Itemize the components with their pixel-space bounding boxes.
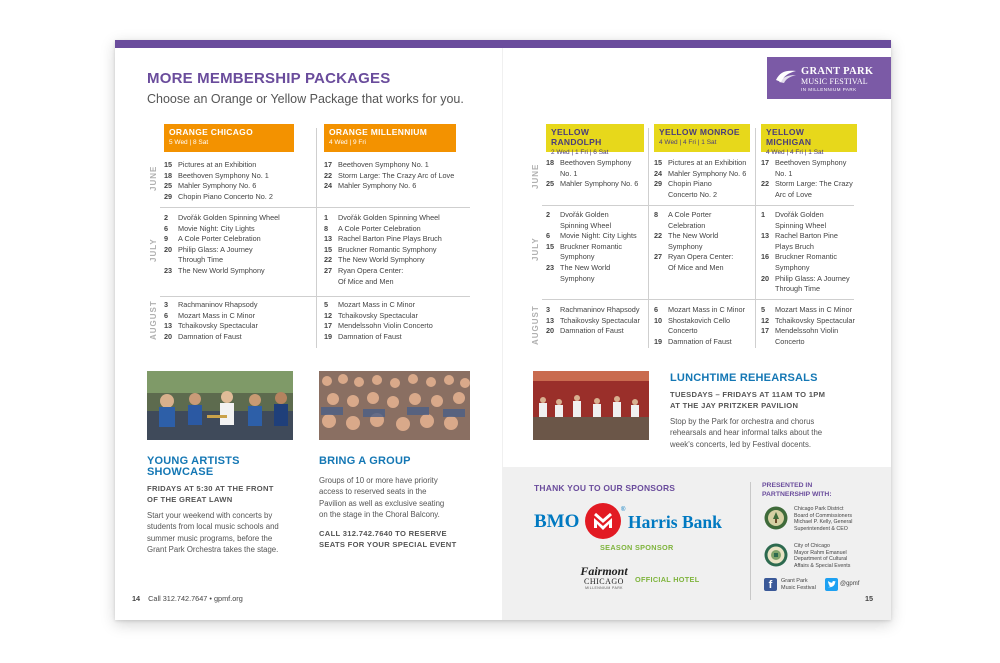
column-divider bbox=[755, 128, 756, 348]
crowd-photo-illustration bbox=[319, 371, 470, 440]
event-date: 27 bbox=[654, 252, 663, 262]
event-row bbox=[164, 311, 258, 322]
package-days: 4 Wed | 9 Fri bbox=[329, 139, 366, 146]
event-row bbox=[546, 316, 640, 327]
event-row bbox=[761, 326, 855, 347]
month-label-july: JULY bbox=[149, 238, 158, 262]
body-line: week's concerts, led by Festival docents. bbox=[670, 439, 812, 449]
event-title: Rachmaninov Rhapsody bbox=[178, 300, 258, 309]
event-row bbox=[324, 321, 433, 332]
title-line: YOUNG ARTISTS bbox=[147, 455, 240, 467]
event-title: The New World Symphony bbox=[338, 255, 425, 265]
event-date: 6 bbox=[546, 231, 551, 241]
cta-line: CALL 312.742.7640 TO RESERVE bbox=[319, 529, 447, 538]
package-name: YELLOW MICHIGAN bbox=[766, 127, 812, 147]
body-line: rehearsals and hear informal talks about the bbox=[670, 428, 823, 438]
event-date: 24 bbox=[324, 181, 333, 191]
event-title: Damnation of Faust bbox=[178, 331, 242, 341]
event-title: Shostakovich Cello Concerto bbox=[668, 315, 731, 336]
event-title: The New World Symphony bbox=[668, 231, 719, 251]
event-title: Beethoven Symphony No. 1 bbox=[178, 170, 269, 180]
event-title: Dvořák Golden Spinning Wheel bbox=[775, 210, 827, 230]
event-row bbox=[164, 332, 258, 343]
event-date: 22 bbox=[761, 179, 770, 189]
right-page-number: 15 bbox=[865, 594, 874, 603]
event-date: 25 bbox=[546, 179, 555, 189]
page-title: MORE MEMBERSHIP PACKAGES bbox=[147, 70, 391, 87]
partner-line: Mayor Rahm Emanuel bbox=[794, 549, 847, 556]
footer-contact: Call 312.742.7647 • gpmf.org bbox=[148, 594, 243, 603]
event-title: Pictures at an Exhibition bbox=[668, 158, 747, 167]
event-title: Mozart Mass in C Minor bbox=[338, 300, 416, 309]
fairmont-logo bbox=[575, 565, 633, 590]
orchestra-photo-illustration bbox=[147, 371, 293, 440]
fairmont-sub: MILLENNIUM PARK bbox=[585, 586, 623, 590]
event-row bbox=[654, 305, 745, 316]
event-row bbox=[546, 210, 637, 231]
social-line: Grant Park bbox=[781, 578, 808, 584]
event-date: 1 bbox=[324, 213, 329, 222]
event-date: 16 bbox=[761, 252, 770, 262]
event-date: 24 bbox=[654, 168, 663, 178]
event-row bbox=[761, 158, 853, 179]
bring-a-group-photo bbox=[319, 371, 470, 440]
lunchtime-body bbox=[670, 416, 822, 450]
event-title: Bruckner Romantic Symphony bbox=[560, 241, 623, 262]
event-date: 10 bbox=[654, 315, 663, 325]
event-row bbox=[546, 231, 637, 242]
season-sponsor-label: SEASON SPONSOR bbox=[600, 543, 674, 552]
lunchtime-schedule bbox=[670, 390, 825, 411]
heading-line: PARTNERSHIP WITH: bbox=[762, 490, 832, 498]
event-title: Damnation of Faust bbox=[668, 336, 732, 346]
event-row bbox=[164, 181, 273, 192]
event-row bbox=[164, 245, 280, 266]
event-title: Storm Large: The Crazy Arc of Love bbox=[775, 179, 853, 199]
event-title: Mendelssohn Violin Concerto bbox=[338, 321, 433, 331]
event-date: 17 bbox=[324, 321, 333, 331]
event-title: The New World Symphony bbox=[178, 265, 265, 275]
event-title: Mahler Symphony No. 6 bbox=[178, 181, 257, 191]
registered-mark: ® bbox=[621, 507, 626, 513]
event-date: 2 bbox=[546, 210, 551, 219]
event-title: Dvořák Golden Spinning Wheel bbox=[560, 210, 612, 230]
page-number: 14 bbox=[132, 594, 141, 603]
event-date: 2 bbox=[164, 213, 169, 222]
event-date: 3 bbox=[164, 300, 169, 309]
event-row bbox=[324, 311, 433, 322]
event-title: The New World Symphony bbox=[560, 262, 611, 283]
body-line: Start your weekend with concerts by bbox=[147, 511, 273, 520]
event-row bbox=[324, 300, 433, 311]
package-name: YELLOW MONROE bbox=[659, 127, 740, 137]
top-purple-bar bbox=[115, 40, 891, 48]
event-date: 1 bbox=[761, 210, 766, 219]
event-row bbox=[164, 171, 273, 182]
event-row bbox=[164, 300, 258, 311]
event-title: Tchaikovsky Spectacular bbox=[560, 315, 640, 325]
event-date: 22 bbox=[324, 255, 333, 265]
event-row bbox=[324, 266, 442, 287]
lunchtime-title: LUNCHTIME REHEARSALS bbox=[670, 372, 818, 384]
partner-line: Superintendent & CEO bbox=[794, 525, 848, 532]
event-title: Mozart Mass in C Minor bbox=[775, 305, 853, 314]
event-title: A Cole Porter Celebration bbox=[338, 223, 421, 233]
event-date: 20 bbox=[164, 244, 173, 254]
partnership-heading bbox=[762, 482, 832, 499]
event-title: Dvořák Golden Spinning Wheel bbox=[338, 213, 440, 222]
event-title: Chopin Piano Concerto No. 2 bbox=[668, 179, 718, 199]
month-divider bbox=[542, 205, 854, 206]
city-of-chicago-text bbox=[794, 543, 850, 569]
event-title: Movie Night: City Lights bbox=[178, 223, 255, 233]
harris-bank-text: Harris Bank bbox=[628, 512, 722, 532]
event-row bbox=[546, 158, 638, 179]
package-header-yellow-michigan bbox=[761, 124, 857, 156]
schedule-line: AT THE JAY PRITZKER PAVILION bbox=[670, 400, 799, 410]
young-artists-schedule bbox=[147, 484, 274, 505]
package-header-yellow-monroe bbox=[654, 124, 750, 152]
grant-park-logo bbox=[767, 57, 891, 99]
park-district-seal-icon bbox=[764, 506, 788, 530]
event-title: Damnation of Faust bbox=[338, 331, 402, 341]
body-line: Groups of 10 or more have priority bbox=[319, 476, 438, 485]
bring-a-group-body bbox=[319, 475, 444, 520]
music-wave-icon bbox=[775, 68, 797, 84]
event-date: 20 bbox=[164, 331, 173, 341]
event-date: 18 bbox=[164, 170, 173, 180]
body-line: access to reserved seats in the bbox=[319, 487, 427, 497]
bmo-roundel-icon bbox=[584, 502, 622, 540]
column-divider bbox=[648, 128, 649, 348]
package-days: 2 Wed | 1 Fri | 6 Sat bbox=[551, 149, 609, 156]
event-title: Movie Night: City Lights bbox=[560, 231, 637, 241]
bring-a-group-title: BRING A GROUP bbox=[319, 455, 411, 467]
events-yellow-monroe-july bbox=[654, 210, 733, 274]
event-row bbox=[164, 192, 273, 203]
partner-line: Chicago Park District bbox=[794, 506, 844, 512]
event-date: 9 bbox=[164, 234, 169, 244]
fairmont-name: Fairmont bbox=[580, 564, 628, 578]
young-artists-body bbox=[147, 510, 279, 555]
event-title: Rachmaninov Rhapsody bbox=[560, 305, 640, 314]
event-title: Beethoven Symphony No. 1 bbox=[338, 160, 429, 169]
social-account-name bbox=[781, 578, 816, 591]
event-row bbox=[761, 179, 853, 200]
event-title: Rachel Barton Pine Plays Bruch bbox=[338, 234, 442, 244]
event-date: 15 bbox=[546, 241, 555, 251]
event-row bbox=[761, 274, 850, 295]
event-row bbox=[654, 169, 746, 180]
event-row bbox=[324, 332, 433, 343]
events-yellow-michigan-july bbox=[761, 210, 850, 295]
event-date: 22 bbox=[654, 231, 663, 241]
event-title: Philip Glass: A Journey Through Time bbox=[775, 273, 850, 294]
heading-line: PRESENTED IN bbox=[762, 482, 813, 489]
fairmont-city: CHICAGO bbox=[584, 577, 624, 586]
event-title: Pictures at an Exhibition bbox=[178, 160, 257, 169]
event-title: Mahler Symphony No. 6 bbox=[668, 168, 747, 178]
sponsor-divider bbox=[750, 482, 751, 600]
event-row bbox=[164, 266, 280, 277]
event-row bbox=[324, 245, 442, 256]
event-row bbox=[324, 234, 442, 245]
event-date: 13 bbox=[324, 234, 333, 244]
event-row bbox=[654, 231, 733, 252]
events-yellow-michigan-august bbox=[761, 305, 855, 347]
event-title: Tchaikovsky Spectacular bbox=[775, 315, 855, 325]
event-title: Tchaikovsky Spectacular bbox=[338, 310, 418, 320]
package-name: ORANGE CHICAGO bbox=[169, 127, 254, 137]
events-orange-millennium-july bbox=[324, 213, 442, 287]
social-line: Music Festival bbox=[781, 584, 816, 591]
event-row bbox=[761, 210, 850, 231]
event-date: 6 bbox=[654, 305, 659, 314]
month-label-june: JUNE bbox=[531, 163, 540, 189]
column-divider bbox=[316, 128, 317, 348]
event-title: Beethoven Symphony No. 1 bbox=[560, 158, 632, 178]
partner-line: Board of Commissioners bbox=[794, 512, 852, 519]
package-header-orange-millennium bbox=[324, 124, 456, 152]
event-title: Mahler Symphony No. 6 bbox=[338, 181, 417, 191]
schedule-line: OF THE GREAT LAWN bbox=[147, 494, 233, 504]
event-date: 20 bbox=[546, 326, 555, 336]
month-label-june: JUNE bbox=[149, 165, 158, 191]
month-label-july: JULY bbox=[531, 237, 540, 261]
young-artists-photo bbox=[147, 371, 293, 440]
event-row bbox=[654, 179, 746, 200]
event-row bbox=[761, 252, 850, 273]
logo-line-1: GRANT PARK bbox=[801, 66, 874, 77]
event-title: Ryan Opera Center: Of Mice and Men bbox=[338, 265, 404, 286]
event-date: 19 bbox=[324, 331, 333, 341]
event-row bbox=[164, 224, 280, 235]
month-divider bbox=[160, 207, 470, 208]
event-date: 15 bbox=[654, 158, 663, 167]
event-row bbox=[761, 305, 855, 316]
package-name: YELLOW RANDOLPH bbox=[551, 127, 602, 147]
event-row bbox=[654, 210, 733, 231]
event-title: Dvořák Golden Spinning Wheel bbox=[178, 213, 280, 222]
event-title: Philip Glass: A Journey Through Time bbox=[178, 244, 253, 265]
lunchtime-rehearsals-photo bbox=[533, 371, 649, 440]
event-row bbox=[546, 326, 640, 337]
event-date: 13 bbox=[761, 231, 770, 241]
bmo-text: BMO bbox=[534, 511, 580, 532]
package-header-orange-chicago bbox=[164, 124, 294, 152]
event-date: 6 bbox=[164, 310, 169, 320]
event-title: Bruckner Romantic Symphony bbox=[775, 252, 838, 272]
package-name: ORANGE MILLENNIUM bbox=[329, 127, 428, 137]
event-title: Damnation of Faust bbox=[560, 326, 624, 336]
events-orange-chicago-august bbox=[164, 300, 258, 342]
partner-line: Department of Cultural bbox=[794, 556, 848, 563]
event-title: A Cole Porter Celebration bbox=[178, 234, 261, 244]
event-date: 20 bbox=[761, 273, 770, 283]
title-line: SHOWCASE bbox=[147, 466, 214, 478]
event-row bbox=[324, 213, 442, 224]
event-date: 29 bbox=[654, 179, 663, 189]
event-date: 5 bbox=[324, 300, 329, 309]
left-page-footer bbox=[132, 594, 243, 603]
event-row bbox=[654, 337, 745, 348]
event-title: Tchaikovsky Spectacular bbox=[178, 321, 258, 331]
facebook-icon[interactable]: f bbox=[764, 578, 777, 591]
event-title: Ryan Opera Center: Of Mice and Men bbox=[668, 252, 734, 272]
young-artists-title bbox=[147, 456, 240, 478]
partner-line: Michael P. Kelly, General bbox=[794, 519, 853, 526]
event-date: 17 bbox=[324, 160, 333, 169]
event-date: 17 bbox=[761, 158, 770, 167]
package-header-yellow-randolph bbox=[546, 124, 644, 156]
event-title: A Cole Porter Celebration bbox=[668, 210, 712, 230]
events-yellow-monroe-june bbox=[654, 158, 746, 200]
event-date: 8 bbox=[324, 223, 329, 233]
event-title: Mozart Mass in C Minor bbox=[668, 305, 746, 314]
event-date: 23 bbox=[164, 265, 173, 275]
event-date: 12 bbox=[761, 315, 770, 325]
events-orange-chicago-june bbox=[164, 160, 273, 202]
events-yellow-randolph-august bbox=[546, 305, 640, 337]
event-title: Mendelssohn Violin Concerto bbox=[775, 326, 839, 346]
bring-a-group-cta bbox=[319, 529, 457, 550]
event-date: 6 bbox=[164, 223, 169, 233]
event-date: 29 bbox=[164, 191, 173, 201]
body-line: students from local music schools and bbox=[147, 522, 279, 532]
month-label-august: AUGUST bbox=[531, 305, 540, 345]
event-title: Mozart Mass in C Minor bbox=[178, 310, 256, 320]
event-row bbox=[654, 158, 746, 169]
partner-line: Affairs & Special Events bbox=[794, 562, 851, 569]
events-orange-millennium-june bbox=[324, 160, 454, 192]
event-row bbox=[164, 213, 280, 224]
schedule-line: FRIDAYS AT 5:30 AT THE FRONT bbox=[147, 484, 274, 493]
park-district-text bbox=[794, 506, 852, 532]
event-date: 22 bbox=[324, 170, 333, 180]
event-date: 27 bbox=[324, 265, 333, 275]
event-row bbox=[324, 181, 454, 192]
event-row bbox=[761, 316, 855, 327]
event-title: Rachel Barton Pine Plays Bruch bbox=[775, 231, 838, 251]
event-title: Chopin Piano Concerto No. 2 bbox=[178, 191, 273, 201]
package-days: 4 Wed | 4 Fri | 1 Sat bbox=[766, 149, 824, 156]
event-row bbox=[164, 160, 273, 171]
event-row bbox=[654, 316, 745, 337]
event-date: 12 bbox=[324, 310, 333, 320]
event-date: 3 bbox=[546, 305, 551, 314]
month-label-august: AUGUST bbox=[149, 300, 158, 340]
body-line: on the stage in the Choral Balcony. bbox=[319, 509, 440, 519]
city-of-chicago-seal-icon bbox=[764, 543, 788, 567]
event-row bbox=[546, 179, 638, 190]
body-line: Grant Park Orchestra takes the stage. bbox=[147, 544, 279, 554]
event-title: Mahler Symphony No. 6 bbox=[560, 179, 639, 189]
events-yellow-randolph-july bbox=[546, 210, 637, 284]
event-row bbox=[546, 242, 637, 263]
event-row bbox=[324, 255, 442, 266]
month-divider bbox=[542, 299, 854, 300]
body-line: Stop by the Park for orchestra and chorus bbox=[670, 417, 815, 426]
event-date: 5 bbox=[761, 305, 766, 314]
page-subtitle: Choose an Orange or Yellow Package that works for you. bbox=[147, 92, 464, 106]
event-date: 25 bbox=[164, 181, 173, 191]
events-orange-millennium-august bbox=[324, 300, 433, 342]
events-yellow-monroe-august bbox=[654, 305, 745, 347]
event-row bbox=[164, 234, 280, 245]
event-title: Bruckner Romantic Symphony bbox=[338, 244, 437, 254]
event-date: 13 bbox=[546, 315, 555, 325]
events-yellow-randolph-june bbox=[546, 158, 638, 190]
logo-line-2: MUSIC FESTIVAL bbox=[801, 77, 868, 86]
month-divider bbox=[160, 296, 470, 297]
official-hotel-label: OFFICIAL HOTEL bbox=[635, 575, 700, 584]
events-yellow-michigan-june bbox=[761, 158, 853, 200]
event-date: 18 bbox=[546, 158, 555, 167]
event-row bbox=[654, 252, 733, 273]
event-row bbox=[546, 305, 640, 316]
event-row bbox=[324, 171, 454, 182]
cta-line: SEATS FOR YOUR SPECIAL EVENT bbox=[319, 539, 457, 549]
rehearsal-photo-illustration bbox=[533, 371, 649, 440]
event-row bbox=[546, 263, 637, 284]
package-days: 4 Wed | 4 Fri | 1 Sat bbox=[659, 139, 717, 146]
package-days: 5 Wed | 8 Sat bbox=[169, 139, 209, 146]
twitter-icon[interactable] bbox=[825, 578, 838, 591]
event-date: 19 bbox=[654, 336, 663, 346]
event-title: Beethoven Symphony No. 1 bbox=[775, 158, 847, 178]
event-date: 8 bbox=[654, 210, 659, 219]
twitter-handle: @gpmf bbox=[840, 581, 860, 587]
body-line: Pavilion as well as exclusive seating bbox=[319, 498, 445, 508]
event-row bbox=[324, 224, 442, 235]
event-date: 23 bbox=[546, 262, 555, 272]
partner-line: City of Chicago bbox=[794, 543, 830, 549]
logo-line-3: IN MILLENNIUM PARK bbox=[801, 87, 857, 92]
events-orange-chicago-july bbox=[164, 213, 280, 277]
event-date: 17 bbox=[761, 326, 770, 336]
event-row bbox=[164, 321, 258, 332]
event-row bbox=[761, 231, 850, 252]
sponsors-heading: THANK YOU TO OUR SPONSORS bbox=[534, 483, 676, 493]
event-date: 15 bbox=[164, 160, 173, 169]
body-line: summer music programs, before the bbox=[147, 533, 273, 543]
schedule-line: TUESDAYS – FRIDAYS AT 11AM TO 1PM bbox=[670, 390, 826, 399]
event-title: Storm Large: The Crazy Arc of Love bbox=[338, 170, 455, 180]
event-date: 13 bbox=[164, 321, 173, 331]
event-date: 15 bbox=[324, 244, 333, 254]
event-row bbox=[324, 160, 454, 171]
